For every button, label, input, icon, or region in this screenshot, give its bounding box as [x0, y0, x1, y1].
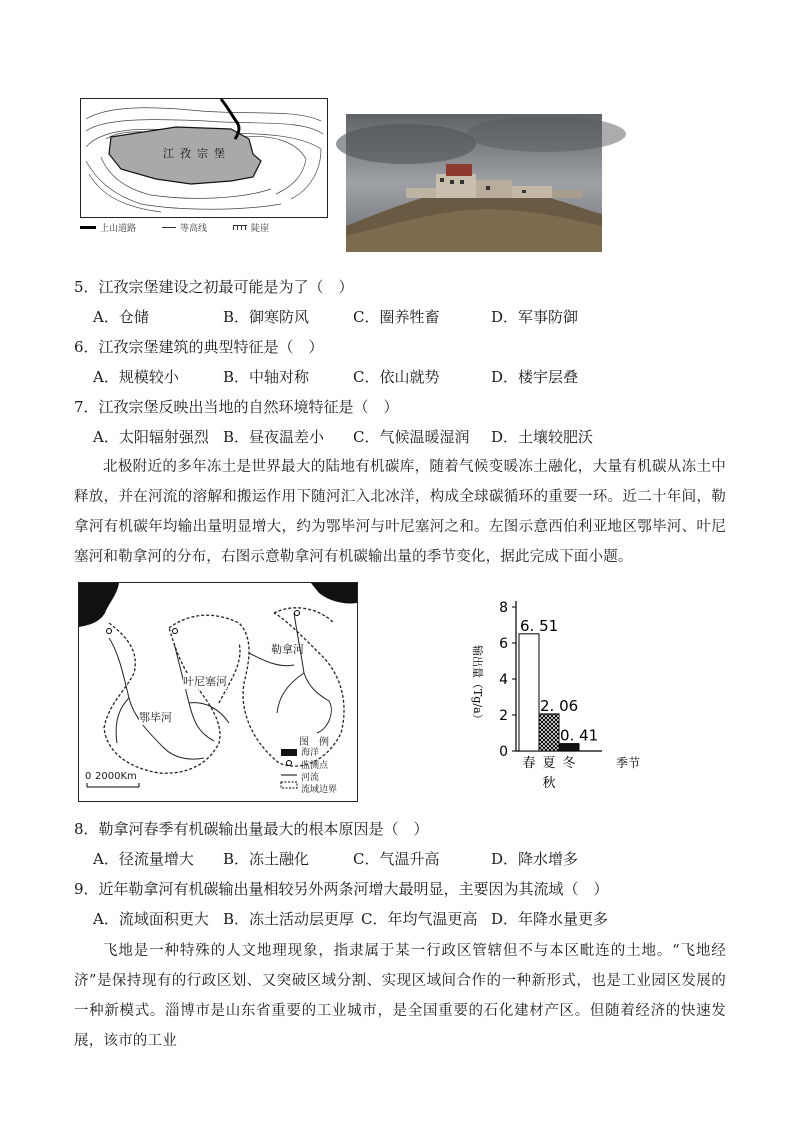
- contour-legend-label: 等高线: [180, 223, 208, 234]
- y-tick-label-3: 6: [499, 636, 508, 652]
- passage-enclave-economy: 飞地是一种特殊的人文地理现象，指隶属于某一行政区管辖但不与本区毗连的土地。“飞地经济”是保持现有的行政区划、又突破区域分割、实现区域间合作的一种新形式，也是工业园区发展的一种新模式。淄博市是山东省重要的工业城市，是全国重要的石化建材产区。但随着经济的快速发展，该市的工业: [74, 943, 726, 1049]
- question-8-option-c[interactable]: C．气温升高: [353, 850, 440, 868]
- bar-0: [519, 634, 539, 751]
- legend-ocean: 海洋: [301, 748, 320, 758]
- river-label-lena: 勒拿河: [271, 643, 304, 656]
- question-6-option-c[interactable]: C．依山就势: [353, 368, 440, 386]
- contour-map: [80, 98, 328, 218]
- question-9-option-a[interactable]: A．流域面积更大: [93, 910, 209, 928]
- question-6: [74, 336, 324, 357]
- map-legend-title: 图 例: [299, 737, 329, 748]
- question-9-options: [93, 908, 608, 929]
- fortress-photo-drawing: [346, 114, 602, 252]
- y-axis-title: 输出量（Tg/a）: [471, 645, 484, 725]
- x-category-label-1: 夏: [542, 756, 556, 771]
- question-6-options: [93, 366, 578, 387]
- question-8-options: [93, 848, 578, 869]
- fortress-label: 江孜宗堡: [163, 147, 231, 160]
- question-7-options: [93, 426, 593, 447]
- legend-river: 河流: [301, 773, 320, 783]
- question-6-text: 江孜宗堡建筑的典型特征是（ ）: [98, 338, 324, 356]
- question-5-option-c[interactable]: C．圈养牲畜: [353, 308, 440, 326]
- scale-label: 2000Km: [95, 771, 137, 782]
- question-7-text: 江孜宗堡反映出当地的自然环境特征是（ ）: [98, 398, 399, 416]
- siberia-map: [78, 582, 358, 802]
- question-9-option-c[interactable]: C．年均气温更高: [361, 910, 478, 928]
- question-5-number: 5．: [74, 278, 99, 296]
- x-category-label-2: 冬: [562, 756, 576, 771]
- question-9-number: 9．: [74, 880, 99, 898]
- lena-carbon-chart: [440, 592, 640, 802]
- question-7-option-d[interactable]: D．土壤较肥沃: [491, 428, 594, 446]
- question-7: [74, 396, 399, 417]
- bar-value-label-1: 2. 06: [540, 696, 579, 715]
- question-9-option-b[interactable]: B．冻土活动层更厚: [223, 910, 355, 928]
- question-7-option-c[interactable]: C．气候温暖湿润: [353, 428, 470, 446]
- legend-monitor: 监测点: [301, 761, 329, 771]
- question-5-option-b[interactable]: B．御寒防风: [223, 308, 310, 326]
- question-8-text: 勒拿河春季有机碳输出量最大的根本原因是（ ）: [98, 820, 429, 838]
- question-6-option-d[interactable]: D．楼宇层叠: [491, 368, 579, 386]
- question-6-option-a[interactable]: A．规模较小: [93, 368, 179, 386]
- question-8: [74, 818, 429, 839]
- question-5-option-a[interactable]: A．仓储: [93, 308, 149, 326]
- contour-map-legend: [80, 220, 340, 234]
- x-axis-title: 季节: [615, 756, 641, 770]
- question-8-option-b[interactable]: B．冻土融化: [223, 850, 310, 868]
- question-9: [74, 878, 609, 899]
- question-8-option-d[interactable]: D．降水增多: [491, 850, 579, 868]
- passage-arctic-carbon: 北极附近的多年冻土是世界最大的陆地有机碳库，随着气候变暖冻土融化，大量有机碳从冻土中释放，并在河流的溶解和搬运作用下随河汇入北冰洋，构成全球碳循环的重要一环。近二十年间，勒拿河有机碳年均输出量明显增大，约为鄂毕河与叶尼塞河之和。左图示意西伯利亚地区鄂毕河、叶尼塞河和勒拿河的分布，右图示意勒拿河有机碳输出量的季节变化，据此完成下面小题。: [74, 459, 726, 565]
- question-9-option-d[interactable]: D．年降水量更多: [491, 910, 609, 928]
- river-label-yenisei: 叶尼塞河: [183, 675, 227, 688]
- contour-legend-symbol: [162, 227, 176, 228]
- question-6-option-b[interactable]: B．中轴对称: [223, 368, 310, 386]
- bar-2: [559, 744, 579, 751]
- boundary-legend-symbol: [281, 782, 297, 788]
- question-5-options: [93, 306, 578, 327]
- bar-value-label-0: 6. 51: [520, 616, 559, 635]
- question-8-option-a[interactable]: A．径流量增大: [93, 850, 194, 868]
- question-7-option-a[interactable]: A．太阳辐射强烈: [93, 428, 209, 446]
- fortress-photo: [346, 114, 602, 252]
- ocean-legend-symbol: [281, 749, 297, 756]
- lena-carbon-chart-svg: [440, 592, 640, 802]
- x-category-label-extra: 秋: [542, 776, 556, 791]
- question-6-number: 6．: [74, 338, 99, 356]
- river-label-ob: 鄂毕河: [139, 711, 172, 724]
- cliff-legend-label: 陡崖: [251, 223, 270, 234]
- cliff-legend-symbol: [233, 225, 247, 230]
- scale-zero: 0: [85, 771, 92, 782]
- question-8-number: 8．: [74, 820, 99, 838]
- question-5-text: 江孜宗堡建设之初最可能是为了（ ）: [98, 278, 354, 296]
- question-7-option-b[interactable]: B．昼夜温差小: [223, 428, 325, 446]
- y-tick-label-0: 0: [499, 744, 508, 760]
- y-tick-label-1: 2: [499, 708, 508, 724]
- y-tick-label-2: 4: [499, 672, 508, 688]
- bar-1: [539, 714, 559, 751]
- question-5: [74, 276, 354, 297]
- monitor-legend-symbol: [287, 761, 292, 766]
- question-9-text: 近年勒拿河有机碳输出量相较另外两条河增大最明显，主要因为其流域（ ）: [98, 880, 609, 898]
- question-7-number: 7．: [74, 398, 99, 416]
- question-5-option-d[interactable]: D．军事防御: [491, 308, 579, 326]
- road-legend-symbol: [80, 226, 96, 229]
- x-category-label-0: 春: [522, 756, 536, 771]
- road-legend-label: 上山道路: [100, 223, 137, 234]
- legend-boundary: 流域边界: [301, 785, 338, 795]
- bar-value-label-2: 0. 41: [560, 726, 599, 745]
- y-tick-label-4: 8: [499, 600, 508, 616]
